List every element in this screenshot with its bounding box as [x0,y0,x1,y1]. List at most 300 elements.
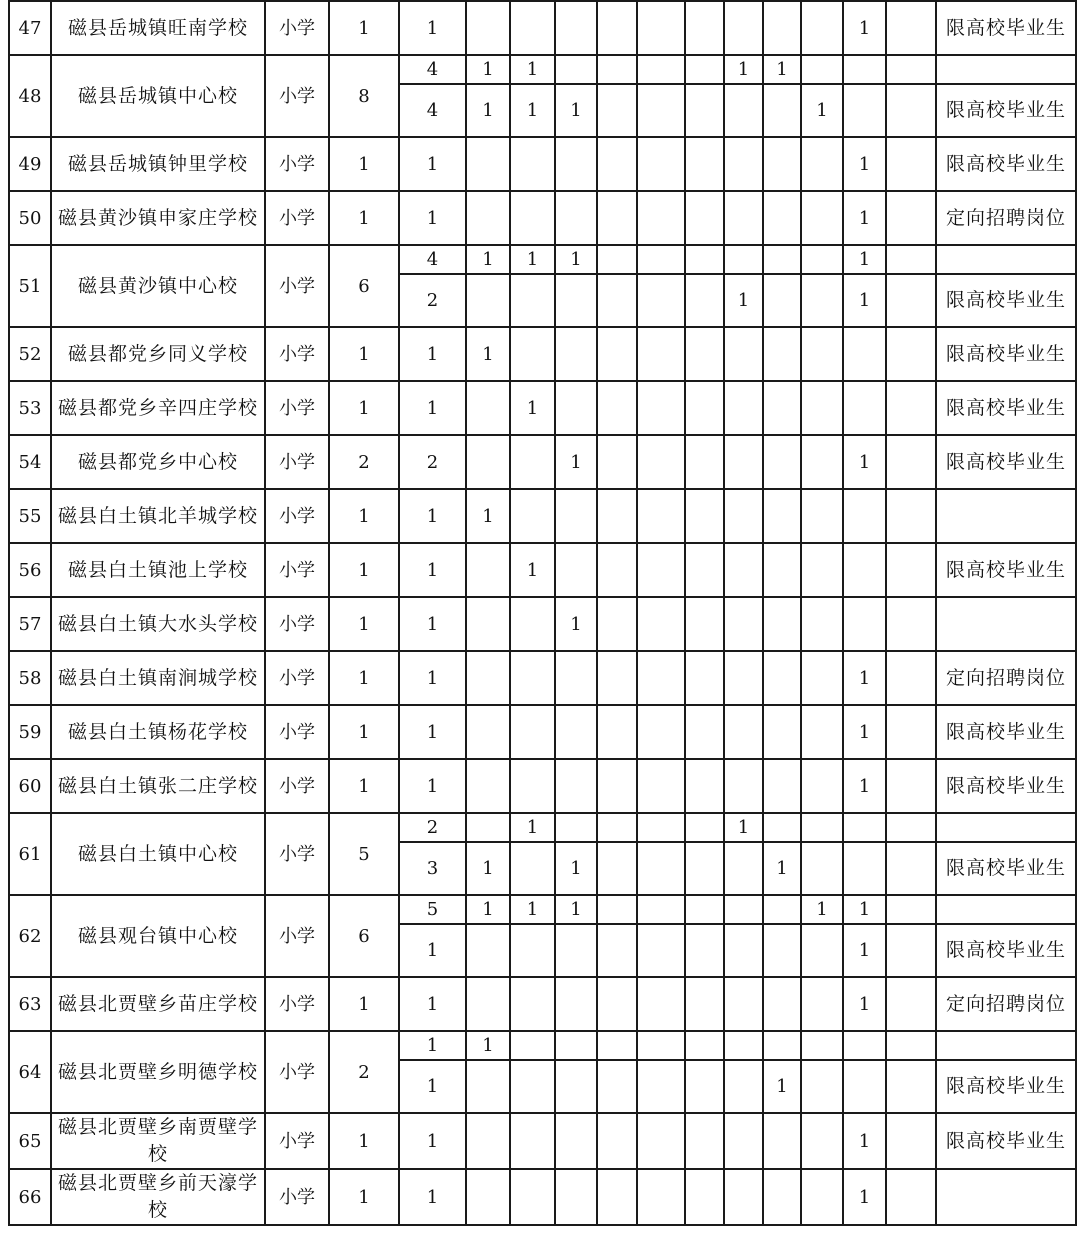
subject-count [555,813,597,842]
subject-count [597,543,637,597]
subject-count [763,813,801,842]
subject-count [886,842,936,895]
total-positions: 1 [329,759,399,813]
subject-count [685,705,724,759]
subject-count: 1 [843,191,886,245]
subject-count: 1 [843,895,886,924]
table-row [9,813,1076,842]
subject-count [763,327,801,381]
note: 限高校毕业生 [936,274,1076,327]
subject-count: 1 [763,1060,801,1113]
subject-count [637,245,685,274]
subject-count [724,924,763,977]
sub-count: 1 [399,1,466,55]
subject-count [510,1031,555,1060]
subject-count: 1 [510,84,555,137]
subject-count: 1 [555,84,597,137]
subject-count [597,191,637,245]
sub-count: 1 [399,543,466,597]
school-level: 小学 [265,813,329,895]
subject-count [637,651,685,705]
subject-count [843,813,886,842]
school-name: 磁县岳城镇旺南学校 [51,1,265,55]
subject-count [597,895,637,924]
school-name: 磁县黄沙镇中心校 [51,245,265,327]
subject-count [685,137,724,191]
subject-count [597,1113,637,1169]
subject-count [886,924,936,977]
subject-count: 1 [510,381,555,435]
subject-count: 1 [843,435,886,489]
school-name: 磁县都党乡中心校 [51,435,265,489]
row-number: 49 [9,137,51,191]
subject-count [597,759,637,813]
total-positions: 1 [329,381,399,435]
subject-count [597,55,637,84]
subject-count [466,137,510,191]
subject-count [886,137,936,191]
table-row [9,327,1076,381]
subject-count [843,842,886,895]
subject-count [597,327,637,381]
subject-count [685,813,724,842]
subject-count [637,1113,685,1169]
subject-count [555,191,597,245]
table-row [9,1113,1076,1169]
table-row [9,977,1076,1031]
subject-count [510,705,555,759]
subject-count [637,813,685,842]
table-row [9,759,1076,813]
subject-count [510,435,555,489]
subject-count: 1 [843,759,886,813]
subject-count [886,84,936,137]
subject-count [555,274,597,327]
subject-count [843,543,886,597]
subject-count [685,651,724,705]
subject-count [801,1,843,55]
subject-count [886,489,936,543]
subject-count [843,489,886,543]
subject-count [637,381,685,435]
subject-count [555,543,597,597]
subject-count [466,813,510,842]
subject-count [637,327,685,381]
table-row [9,1,1076,55]
note: 限高校毕业生 [936,842,1076,895]
subject-count [763,137,801,191]
subject-count [886,435,936,489]
row-number: 64 [9,1031,51,1113]
school-name: 磁县白土镇中心校 [51,813,265,895]
subject-count [555,55,597,84]
subject-count [886,191,936,245]
row-number: 57 [9,597,51,651]
subject-count [466,759,510,813]
sub-count: 1 [399,1169,466,1225]
sub-count: 5 [399,895,466,924]
subject-count [801,274,843,327]
subject-count [685,489,724,543]
school-level: 小学 [265,435,329,489]
school-level: 小学 [265,543,329,597]
subject-count [597,84,637,137]
subject-count [886,895,936,924]
subject-count [555,1113,597,1169]
subject-count [763,597,801,651]
subject-count [724,977,763,1031]
subject-count [637,1031,685,1060]
subject-count [637,84,685,137]
subject-count: 1 [466,895,510,924]
subject-count [637,1060,685,1113]
subject-count [555,1169,597,1225]
subject-count [763,191,801,245]
subject-count [510,1113,555,1169]
table-row [9,245,1076,274]
subject-count [801,1060,843,1113]
note [936,489,1076,543]
subject-count [597,1,637,55]
school-name: 磁县都党乡辛四庄学校 [51,381,265,435]
subject-count [597,705,637,759]
subject-count [466,1169,510,1225]
subject-count [510,327,555,381]
note [936,1031,1076,1060]
subject-count [685,55,724,84]
subject-count [555,1060,597,1113]
subject-count [801,977,843,1031]
subject-count [685,245,724,274]
school-name: 磁县岳城镇中心校 [51,55,265,137]
subject-count [466,381,510,435]
subject-count [685,977,724,1031]
subject-count [724,651,763,705]
subject-count [724,327,763,381]
school-level: 小学 [265,381,329,435]
subject-count [801,1031,843,1060]
total-positions: 8 [329,55,399,137]
subject-count: 1 [843,1,886,55]
subject-count: 1 [843,1113,886,1169]
subject-count: 1 [510,55,555,84]
subject-count [637,924,685,977]
subject-count [886,651,936,705]
subject-count [763,924,801,977]
subject-count [801,924,843,977]
subject-count [801,597,843,651]
subject-count [763,977,801,1031]
subject-count: 1 [466,55,510,84]
note: 限高校毕业生 [936,137,1076,191]
subject-count [685,274,724,327]
subject-count [763,435,801,489]
school-level: 小学 [265,327,329,381]
subject-count [637,759,685,813]
table-row [9,489,1076,543]
subject-count [843,84,886,137]
subject-count [510,597,555,651]
subject-count [637,895,685,924]
school-name: 磁县白土镇杨花学校 [51,705,265,759]
note: 限高校毕业生 [936,1,1076,55]
school-level: 小学 [265,1169,329,1225]
subject-count [555,705,597,759]
subject-count [801,1113,843,1169]
subject-count [801,489,843,543]
subject-count [843,327,886,381]
subject-count: 1 [843,651,886,705]
total-positions: 1 [329,597,399,651]
subject-count [724,435,763,489]
subject-count [466,1060,510,1113]
subject-count [843,1031,886,1060]
subject-count [466,705,510,759]
subject-count [555,924,597,977]
sub-count: 1 [399,759,466,813]
subject-count [886,543,936,597]
subject-count [510,489,555,543]
row-number: 65 [9,1113,51,1169]
row-number: 51 [9,245,51,327]
subject-count [886,597,936,651]
subject-count [555,489,597,543]
subject-count: 1 [555,842,597,895]
subject-count: 1 [801,895,843,924]
subject-count [510,191,555,245]
subject-count [724,489,763,543]
sub-count: 1 [399,1060,466,1113]
subject-count [637,55,685,84]
table-row [9,895,1076,924]
subject-count [597,842,637,895]
subject-count: 1 [466,327,510,381]
total-positions: 2 [329,435,399,489]
subject-count [466,435,510,489]
note [936,1169,1076,1225]
subject-count [724,597,763,651]
subject-count [801,759,843,813]
school-name: 磁县北贾壁乡前天濠学校 [51,1169,265,1225]
subject-count: 1 [763,55,801,84]
school-level: 小学 [265,1113,329,1169]
note: 限高校毕业生 [936,543,1076,597]
subject-count [685,842,724,895]
subject-count [510,651,555,705]
note: 限高校毕业生 [936,1060,1076,1113]
sub-count: 1 [399,651,466,705]
subject-count [886,705,936,759]
sub-count: 4 [399,84,466,137]
table-body [9,1,1076,1225]
subject-count: 1 [843,245,886,274]
total-positions: 6 [329,895,399,977]
subject-count [886,327,936,381]
subject-count [763,895,801,924]
subject-count [597,597,637,651]
school-level: 小学 [265,977,329,1031]
subject-count [510,137,555,191]
subject-count [637,977,685,1031]
subject-count: 1 [763,842,801,895]
subject-count [763,489,801,543]
subject-count [763,1169,801,1225]
table-row [9,651,1076,705]
school-level: 小学 [265,597,329,651]
subject-count [724,84,763,137]
subject-count [466,924,510,977]
subject-count [763,84,801,137]
subject-count [637,543,685,597]
subject-count [637,191,685,245]
school-name: 磁县白土镇大水头学校 [51,597,265,651]
subject-count [763,651,801,705]
subject-count [724,1031,763,1060]
sub-count: 1 [399,381,466,435]
subject-count [724,245,763,274]
subject-count [597,137,637,191]
note: 限高校毕业生 [936,84,1076,137]
subject-count [466,1,510,55]
subject-count [510,977,555,1031]
school-level: 小学 [265,1031,329,1113]
subject-count [724,842,763,895]
subject-count [886,759,936,813]
sub-count: 1 [399,137,466,191]
note [936,55,1076,84]
subject-count [724,759,763,813]
subject-count [685,191,724,245]
subject-count [886,245,936,274]
subject-count [886,1169,936,1225]
table-row [9,705,1076,759]
table-row [9,55,1076,84]
total-positions: 1 [329,651,399,705]
total-positions: 1 [329,327,399,381]
subject-count [685,543,724,597]
subject-count [597,1031,637,1060]
subject-count [597,245,637,274]
subject-count [763,381,801,435]
sub-count: 1 [399,924,466,977]
subject-count: 1 [843,137,886,191]
sub-count: 1 [399,1031,466,1060]
table-row [9,1031,1076,1060]
school-name: 磁县观台镇中心校 [51,895,265,977]
subject-count [763,245,801,274]
subject-count [637,489,685,543]
subject-count [466,1113,510,1169]
sub-count: 4 [399,55,466,84]
subject-count [685,84,724,137]
sub-count: 1 [399,597,466,651]
total-positions: 1 [329,1169,399,1225]
subject-count: 1 [555,435,597,489]
subject-count [637,1,685,55]
row-number: 60 [9,759,51,813]
recruitment-table [8,0,1077,1226]
subject-count [843,381,886,435]
subject-count [843,55,886,84]
subject-count [685,924,724,977]
subject-count [724,1113,763,1169]
table-row [9,137,1076,191]
subject-count [597,977,637,1031]
subject-count [597,274,637,327]
subject-count [685,895,724,924]
subject-count: 1 [801,84,843,137]
subject-count [886,274,936,327]
note: 限高校毕业生 [936,327,1076,381]
subject-count [637,137,685,191]
note [936,895,1076,924]
school-level: 小学 [265,651,329,705]
subject-count [555,381,597,435]
subject-count [637,597,685,651]
total-positions: 5 [329,813,399,895]
subject-count [801,705,843,759]
school-name: 磁县北贾壁乡苗庄学校 [51,977,265,1031]
school-level: 小学 [265,1,329,55]
subject-count [597,1169,637,1225]
row-number: 56 [9,543,51,597]
table-row [9,597,1076,651]
subject-count [637,1169,685,1225]
subject-count: 1 [510,245,555,274]
subject-count [763,1,801,55]
sub-count: 1 [399,705,466,759]
row-number: 55 [9,489,51,543]
subject-count [555,327,597,381]
subject-count [510,842,555,895]
table-row [9,381,1076,435]
row-number: 54 [9,435,51,489]
school-level: 小学 [265,191,329,245]
subject-count [763,274,801,327]
note [936,597,1076,651]
sub-count: 2 [399,274,466,327]
subject-count [466,191,510,245]
subject-count: 1 [724,813,763,842]
row-number: 61 [9,813,51,895]
school-level: 小学 [265,137,329,191]
school-level: 小学 [265,705,329,759]
table-row [9,435,1076,489]
subject-count: 1 [510,895,555,924]
subject-count [685,1031,724,1060]
school-name: 磁县白土镇北羊城学校 [51,489,265,543]
subject-count: 1 [555,597,597,651]
subject-count [801,1169,843,1225]
subject-count [466,543,510,597]
subject-count [886,1,936,55]
sub-count: 1 [399,489,466,543]
table-row [9,1169,1076,1225]
subject-count [801,842,843,895]
subject-count [597,813,637,842]
subject-count [724,1169,763,1225]
note: 定向招聘岗位 [936,191,1076,245]
table-row [9,191,1076,245]
subject-count [510,1060,555,1113]
total-positions: 1 [329,1,399,55]
subject-count [597,435,637,489]
subject-count [597,1060,637,1113]
subject-count [724,1,763,55]
note: 限高校毕业生 [936,924,1076,977]
subject-count: 1 [724,55,763,84]
subject-count: 1 [466,245,510,274]
